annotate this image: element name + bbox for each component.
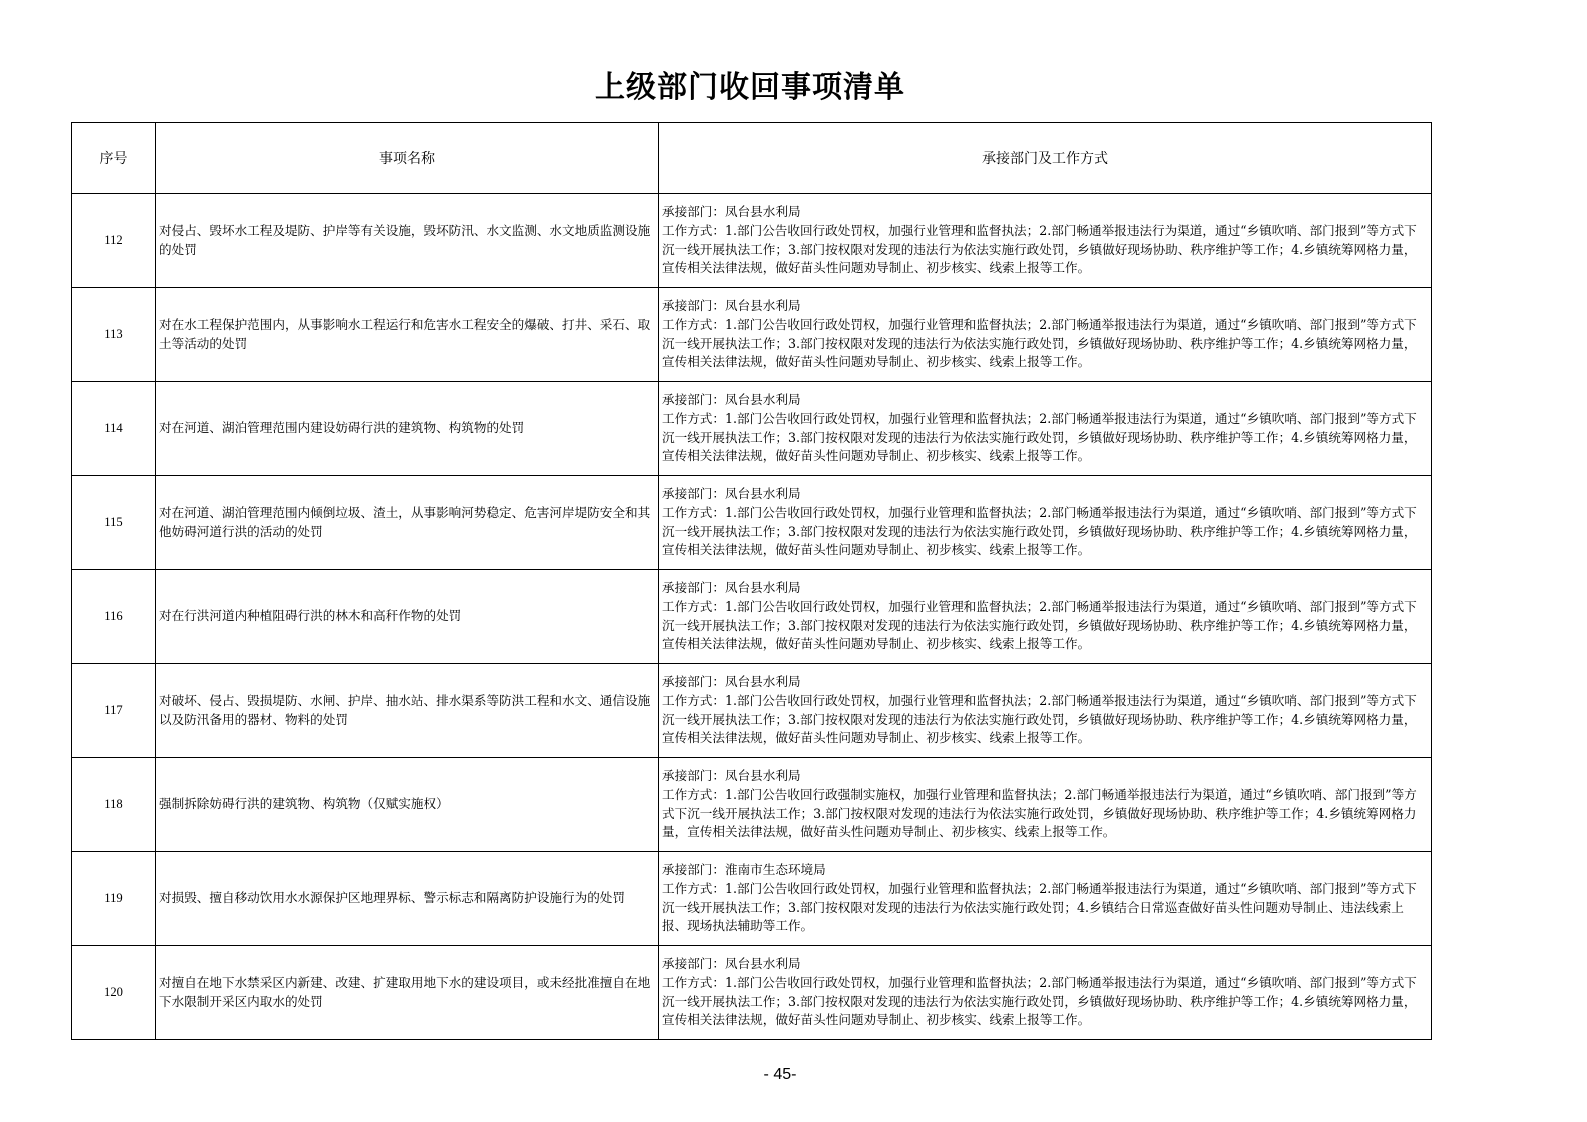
- dept-and-method: [659, 288, 1432, 382]
- page-number: - 45-: [763, 1066, 797, 1083]
- item-name: 对擅自在地下水禁采区内新建、改建、扩建取用地下水的建设项目，或未经批准擅自在地下水限制开采区内取水的处罚: [156, 946, 659, 1040]
- row-number: 115: [72, 476, 156, 570]
- row-number: 120: [72, 946, 156, 1040]
- item-name: 对在河道、湖泊管理范围内建设妨碍行洪的建筑物、构筑物的处罚: [156, 382, 659, 476]
- table-row: [72, 946, 1432, 1040]
- table-row: [72, 288, 1432, 382]
- item-name: 对损毁、擅自移动饮用水水源保护区地理界标、警示标志和隔离防护设施行为的处罚: [156, 852, 659, 946]
- table-row: [72, 664, 1432, 758]
- table-row: [72, 852, 1432, 946]
- row-number: 114: [72, 382, 156, 476]
- table-header-row: [72, 123, 1432, 194]
- work-method: 工作方式：1.部门公告收回行政处罚权，加强行业管理和监督执法；2.部门畅通举报违法行为渠道，通过“乡镇吹哨、部门报到”等方式下沉一线开展执法工作；3.部门按权限对发现的违法行为依法实施行政处罚，乡镇做好现场协助、秩序维护等工作；4.乡镇统筹网格力量，宣传相关法律法规，做好苗头性问题劝导制止、初步核实、线索上报等工作。: [662, 692, 1417, 746]
- receiving-department: 承接部门：凤台县水利局: [662, 486, 801, 502]
- receiving-department: 承接部门：凤台县水利局: [662, 204, 801, 220]
- work-method: 工作方式：1.部门公告收回行政处罚权，加强行业管理和监督执法；2.部门畅通举报违法行为渠道，通过“乡镇吹哨、部门报到”等方式下沉一线开展执法工作；3.部门按权限对发现的违法行为依法实施行政处罚，乡镇做好现场协助、秩序维护等工作；4.乡镇统筹网格力量，宣传相关法律法规，做好苗头性问题劝导制止、初步核实、线索上报等工作。: [662, 598, 1417, 652]
- table-row: [72, 570, 1432, 664]
- item-name: 对破坏、侵占、毁损堤防、水闸、护岸、抽水站、排水渠系等防洪工程和水文、通信设施以及防汛备用的器材、物料的处罚: [156, 664, 659, 758]
- dept-and-method: [659, 946, 1432, 1040]
- item-name: 对在河道、湖泊管理范围内倾倒垃圾、渣土，从事影响河势稳定、危害河岸堤防安全和其他妨碍河道行洪的活动的处罚: [156, 476, 659, 570]
- row-number: 117: [72, 664, 156, 758]
- work-method: 工作方式：1.部门公告收回行政处罚权，加强行业管理和监督执法；2.部门畅通举报违法行为渠道，通过“乡镇吹哨、部门报到”等方式下沉一线开展执法工作；3.部门按权限对发现的违法行为依法实施行政处罚，乡镇做好现场协助、秩序维护等工作；4.乡镇统筹网格力量，宣传相关法律法规，做好苗头性问题劝导制止、初步核实、线索上报等工作。: [662, 410, 1417, 464]
- receiving-department: 承接部门：淮南市生态环境局: [662, 862, 826, 878]
- item-name: 对在行洪河道内种植阻碍行洪的林木和高秆作物的处罚: [156, 570, 659, 664]
- dept-and-method: [659, 664, 1432, 758]
- items-table: [71, 122, 1432, 1040]
- header-dept: 承接部门及工作方式: [659, 123, 1432, 194]
- row-number: 113: [72, 288, 156, 382]
- table-row: [72, 476, 1432, 570]
- receiving-department: 承接部门：凤台县水利局: [662, 674, 801, 690]
- header-name: 事项名称: [156, 123, 659, 194]
- work-method: 工作方式：1.部门公告收回行政处罚权，加强行业管理和监督执法；2.部门畅通举报违法行为渠道，通过“乡镇吹哨、部门报到”等方式下沉一线开展执法工作；3.部门按权限对发现的违法行为依法实施行政处罚，乡镇做好现场协助、秩序维护等工作；4.乡镇统筹网格力量，宣传相关法律法规，做好苗头性问题劝导制止、初步核实、线索上报等工作。: [662, 504, 1417, 558]
- row-number: 112: [72, 194, 156, 288]
- receiving-department: 承接部门：凤台县水利局: [662, 298, 801, 314]
- dept-and-method: [659, 758, 1432, 852]
- table-row: [72, 382, 1432, 476]
- item-name: 对侵占、毁坏水工程及堤防、护岸等有关设施，毁坏防汛、水文监测、水文地质监测设施的处罚: [156, 194, 659, 288]
- dept-and-method: [659, 570, 1432, 664]
- page-title: 上级部门收回事项清单: [595, 70, 905, 105]
- row-number: 116: [72, 570, 156, 664]
- dept-and-method: [659, 852, 1432, 946]
- receiving-department: 承接部门：凤台县水利局: [662, 956, 801, 972]
- receiving-department: 承接部门：凤台县水利局: [662, 392, 801, 408]
- item-name: 强制拆除妨碍行洪的建筑物、构筑物（仅赋实施权）: [156, 758, 659, 852]
- table-row: [72, 758, 1432, 852]
- row-number: 118: [72, 758, 156, 852]
- work-method: 工作方式：1.部门公告收回行政处罚权，加强行业管理和监督执法；2.部门畅通举报违法行为渠道，通过“乡镇吹哨、部门报到”等方式下沉一线开展执法工作；3.部门按权限对发现的违法行为依法实施行政处罚，乡镇做好现场协助、秩序维护等工作；4.乡镇统筹网格力量，宣传相关法律法规，做好苗头性问题劝导制止、初步核实、线索上报等工作。: [662, 222, 1417, 276]
- item-name: 对在水工程保护范围内，从事影响水工程运行和危害水工程安全的爆破、打井、采石、取土等活动的处罚: [156, 288, 659, 382]
- work-method: 工作方式：1.部门公告收回行政处罚权，加强行业管理和监督执法；2.部门畅通举报违法行为渠道，通过“乡镇吹哨、部门报到”等方式下沉一线开展执法工作；3.部门按权限对发现的违法行为依法实施行政处罚，乡镇做好现场协助、秩序维护等工作；4.乡镇统筹网格力量，宣传相关法律法规，做好苗头性问题劝导制止、初步核实、线索上报等工作。: [662, 316, 1417, 370]
- header-number: 序号: [72, 123, 156, 194]
- dept-and-method: [659, 382, 1432, 476]
- dept-and-method: [659, 194, 1432, 288]
- table-row: [72, 194, 1432, 288]
- work-method: 工作方式：1.部门公告收回行政处罚权，加强行业管理和监督执法；2.部门畅通举报违法行为渠道，通过“乡镇吹哨、部门报到”等方式下沉一线开展执法工作；3.部门按权限对发现的违法行为依法实施行政处罚；4.乡镇结合日常巡查做好苗头性问题劝导制止、违法线索上报、现场执法辅助等工作。: [662, 880, 1417, 934]
- receiving-department: 承接部门：凤台县水利局: [662, 580, 801, 596]
- row-number: 119: [72, 852, 156, 946]
- dept-and-method: [659, 476, 1432, 570]
- work-method: 工作方式：1.部门公告收回行政处罚权，加强行业管理和监督执法；2.部门畅通举报违法行为渠道，通过“乡镇吹哨、部门报到”等方式下沉一线开展执法工作；3.部门按权限对发现的违法行为依法实施行政处罚，乡镇做好现场协助、秩序维护等工作；4.乡镇统筹网格力量，宣传相关法律法规，做好苗头性问题劝导制止、初步核实、线索上报等工作。: [662, 974, 1417, 1028]
- work-method: 工作方式：1.部门公告收回行政强制实施权，加强行业管理和监督执法；2.部门畅通举报违法行为渠道，通过“乡镇吹哨、部门报到”等方式下沉一线开展执法工作；3.部门按权限对发现的违法行为依法实施行政处罚，乡镇做好现场协助、秩序维护等工作；4.乡镇统筹网格力量，宣传相关法律法规，做好苗头性问题劝导制止、初步核实、线索上报等工作。: [662, 786, 1417, 840]
- receiving-department: 承接部门：凤台县水利局: [662, 768, 801, 784]
